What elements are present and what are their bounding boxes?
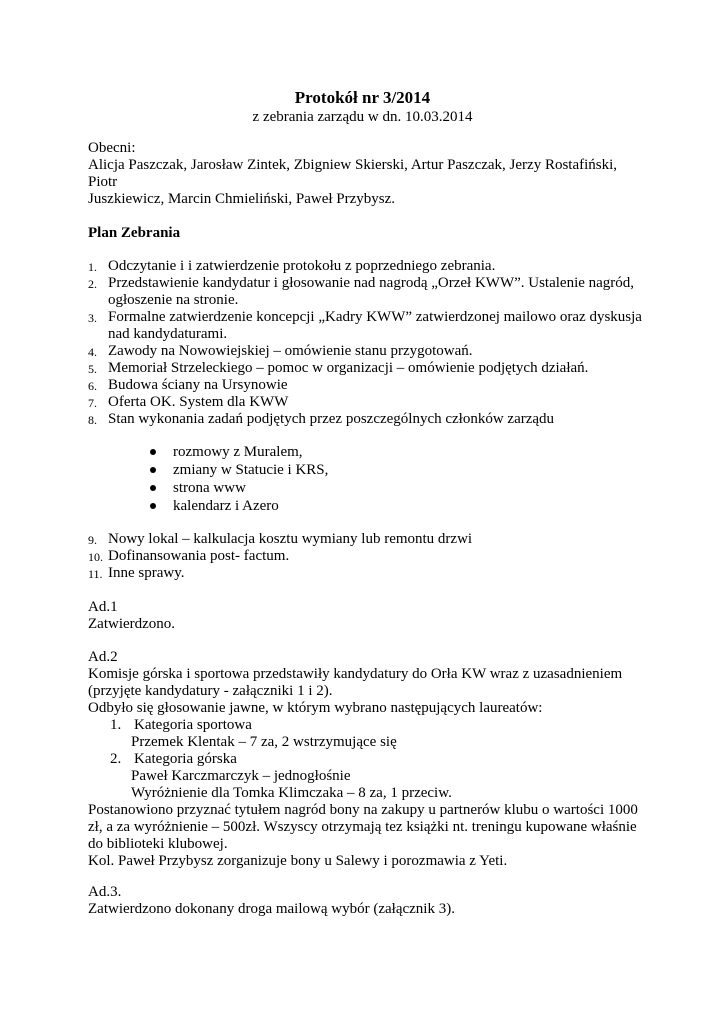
plan-item [88, 394, 648, 411]
plan-item [88, 548, 648, 565]
ad1-label: Ad.1 [88, 599, 118, 615]
ad2-text: do biblioteki klubowej. [88, 836, 228, 852]
document-title: Protokół nr 3/2014 [294, 88, 431, 107]
ad1-text: Zatwierdzono. [88, 616, 176, 632]
bullet-text: zmiany w Statucie i KRS, [173, 462, 329, 478]
plan-item [88, 377, 648, 394]
ad2-text: Odbyło się głosowanie jawne, w którym wybrano następujących laureatów: [88, 700, 543, 716]
plan-item-text: nad kandydaturami. [108, 326, 228, 342]
attendees-line: Juszkiewicz, Marcin Chmieliński, Paweł Przybysz. [88, 191, 396, 207]
ad2-text: Komisje górska i sportowa przedstawiły kandydatury do Orła KW wraz z uzasadnieniem [88, 666, 623, 682]
ad2-text: (przyjęte kandydatury - załączniki 1 i 2). [88, 683, 333, 699]
attendees-label: Obecni: [88, 140, 136, 156]
ad2-category-result: Paweł Karczmarczyk – jednogłośnie [131, 768, 351, 784]
bullet-text: strona www [173, 480, 246, 496]
bullet-icon [150, 467, 156, 473]
ad2-text: zł, a za wyróżnienie – 500zł. Wszyscy otrzymają tez książki nt. treningu kupowane właśnie [88, 819, 637, 835]
plan-item-number: 8. [88, 413, 97, 427]
ad2-text: Kol. Paweł Przybysz zorganizuje bony u Salewy i porozmawia z Yeti. [88, 853, 508, 869]
plan-item-text: Nowy lokal – kalkulacja kosztu wymiany lub remontu drzwi [108, 531, 473, 547]
plan-item [88, 275, 648, 309]
plan-item-text: Przedstawienie kandydatur i głosowanie nad nagrodą „Orzeł KWW”. Ustalenie nagród, [108, 275, 635, 291]
plan-item-number: 7. [88, 396, 97, 410]
plan-item-text: Odczytanie i i zatwierdzenie protokołu z poprzedniego zebrania. [108, 258, 496, 274]
plan-item-number: 3. [88, 311, 97, 325]
plan-item-text: Zawody na Nowowiejskiej – omówienie stanu przygotowań. [108, 343, 473, 359]
plan-heading: Plan Zebrania [88, 225, 181, 241]
ad3-label: Ad.3. [88, 884, 122, 900]
plan-item-number: 6. [88, 379, 97, 393]
plan-sub-bullets [148, 443, 328, 515]
plan-item-text: Budowa ściany na Ursynowie [108, 377, 288, 393]
plan-item-number: 1. [88, 260, 97, 274]
bullet-item [148, 497, 328, 515]
document-subtitle: z zebrania zarządu w dn. 10.03.2014 [252, 109, 473, 125]
bullet-item [148, 461, 328, 479]
ad1-section [88, 599, 648, 633]
plan-list-continued [88, 531, 648, 582]
plan-item [88, 565, 648, 582]
category-number: 2. [110, 751, 122, 767]
attendees-line: Alicja Paszczak, Jarosław Zintek, Zbigniew Skierski, Artur Paszczak, Jerzy Rostafiński, Piotr [88, 157, 618, 190]
ad3-text: Zatwierdzono dokonany droga mailową wybór (załącznik 3). [88, 901, 455, 917]
bullet-icon [150, 449, 156, 455]
ad2-text: Postanowiono przyznać tytułem nagród bony na zakupy u partnerów klubu o wartości 1000 [88, 802, 638, 818]
bullet-icon [150, 485, 156, 491]
category-number: 1. [110, 717, 122, 733]
category-label: Kategoria sportowa [134, 717, 252, 733]
bullet-item [148, 443, 328, 461]
plan-item-text: Dofinansowania post- factum. [108, 548, 290, 564]
plan-item-number: 4. [88, 345, 97, 359]
plan-item-text: Memoriał Strzeleckiego – pomoc w organizacji – omówienie podjętych działań. [108, 360, 589, 376]
plan-item-text: Inne sprawy. [108, 565, 185, 581]
plan-item-number: 5. [88, 362, 97, 376]
plan-item-text: Oferta OK. System dla KWW [108, 394, 289, 410]
ad3-section [88, 884, 648, 918]
ad2-category-result: Przemek Klentak – 7 za, 2 wstrzymujące się [131, 734, 397, 750]
plan-item-number: 11. [88, 567, 103, 581]
plan-item-text: Formalne zatwierdzenie koncepcji „Kadry KWW” zatwierdzonej mailowo oraz dyskusja [108, 309, 642, 325]
bullet-text: rozmowy z Muralem, [173, 444, 303, 460]
plan-item [88, 343, 648, 360]
plan-item-number: 10. [88, 550, 103, 564]
plan-item-text: ogłoszenie na stronie. [108, 292, 239, 308]
bullet-item [148, 479, 328, 497]
ad2-category-sport [88, 717, 648, 734]
plan-list [88, 258, 648, 428]
plan-item [88, 309, 648, 343]
plan-item-number: 2. [88, 277, 97, 291]
plan-item [88, 411, 648, 428]
bullet-icon [150, 503, 156, 509]
bullet-text: kalendarz i Azero [173, 498, 279, 514]
ad2-section [88, 649, 648, 870]
plan-item [88, 531, 648, 548]
ad2-label: Ad.2 [88, 649, 118, 665]
plan-item [88, 258, 648, 275]
plan-item-text: Stan wykonania zadań podjętych przez poszczególnych członków zarządu [108, 411, 555, 427]
ad2-category-result: Wyróżnienie dla Tomka Klimczaka – 8 za, 1 przeciw. [131, 785, 452, 801]
plan-item-number: 9. [88, 533, 97, 547]
plan-item [88, 360, 648, 377]
attendees-section [88, 140, 648, 208]
ad2-category-mountain [88, 751, 648, 768]
category-label: Kategoria górska [134, 751, 237, 767]
